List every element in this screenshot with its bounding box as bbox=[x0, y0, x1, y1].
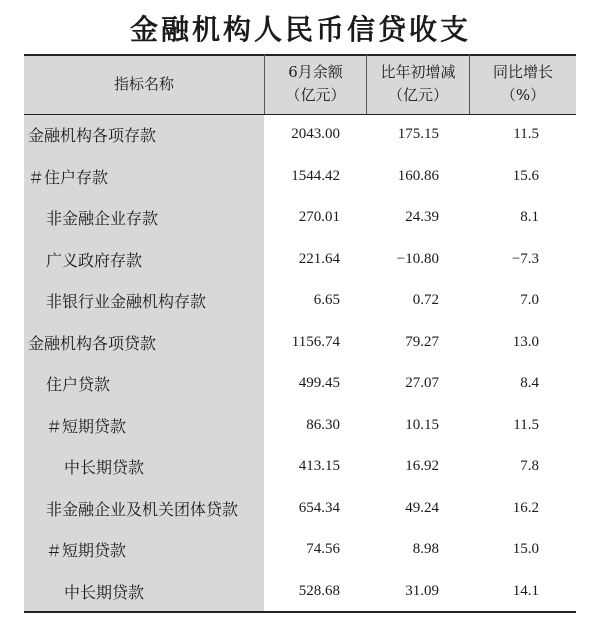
row-change: 31.09 bbox=[405, 582, 439, 599]
row-change: 0.72 bbox=[412, 292, 439, 309]
table-row bbox=[24, 114, 576, 156]
header-growth bbox=[470, 54, 576, 114]
row-growth: 7.8 bbox=[520, 458, 539, 475]
row-change: 24.39 bbox=[405, 209, 439, 226]
row-name: 非金融企业及机关团体贷款 bbox=[46, 499, 239, 519]
header-balance-line1: 6月余额 bbox=[288, 63, 343, 81]
row-growth: 13.0 bbox=[512, 333, 539, 350]
credit-table bbox=[24, 54, 576, 612]
row-name: 非银行业金融机构存款 bbox=[46, 292, 207, 312]
row-change: 10.15 bbox=[405, 416, 439, 433]
row-name: 金融机构各项存款 bbox=[28, 126, 157, 146]
table-row bbox=[24, 239, 576, 281]
row-balance: 221.64 bbox=[298, 250, 340, 267]
header-change-line2: （亿元） bbox=[387, 86, 448, 104]
row-name: ＃住户存款 bbox=[28, 167, 109, 187]
row-growth: 15.0 bbox=[512, 541, 539, 558]
row-change: 160.86 bbox=[397, 167, 439, 184]
row-growth: 16.2 bbox=[512, 499, 539, 516]
table-row bbox=[24, 405, 576, 447]
row-name: ＃短期贷款 bbox=[46, 541, 127, 561]
row-growth: 11.5 bbox=[513, 416, 539, 433]
header-growth-line2: （%） bbox=[500, 86, 546, 104]
table-row bbox=[24, 322, 576, 364]
row-balance: 499.45 bbox=[298, 375, 340, 392]
row-balance: 270.01 bbox=[298, 209, 340, 226]
row-growth: 8.4 bbox=[520, 375, 539, 392]
header-change bbox=[367, 54, 469, 114]
row-change: 8.98 bbox=[412, 541, 439, 558]
row-growth: 8.1 bbox=[520, 209, 539, 226]
row-change: 79.27 bbox=[405, 333, 439, 350]
header-change-line1: 比年初增减 bbox=[380, 63, 456, 81]
header-balance bbox=[265, 54, 366, 114]
row-name: ＃短期贷款 bbox=[46, 416, 127, 436]
table-row bbox=[24, 197, 576, 239]
row-change: 49.24 bbox=[405, 499, 439, 516]
row-balance: 413.15 bbox=[298, 458, 340, 475]
table-row bbox=[24, 156, 576, 198]
row-name: 中长期贷款 bbox=[64, 458, 145, 478]
row-balance: 74.56 bbox=[306, 541, 340, 558]
row-change: 16.92 bbox=[405, 458, 439, 475]
row-change: −10.80 bbox=[396, 250, 439, 267]
row-growth: 11.5 bbox=[513, 126, 539, 143]
row-change: 175.15 bbox=[397, 126, 439, 143]
row-balance: 654.34 bbox=[298, 499, 340, 516]
row-balance: 6.65 bbox=[313, 292, 340, 309]
row-growth: 7.0 bbox=[520, 292, 539, 309]
row-balance: 2043.00 bbox=[291, 126, 340, 143]
row-growth: −7.3 bbox=[511, 250, 539, 267]
row-balance: 86.30 bbox=[306, 416, 340, 433]
header-growth-line1: 同比增长 bbox=[492, 63, 553, 81]
header-name-text: 指标名称 bbox=[113, 74, 174, 93]
header-indicator-name bbox=[24, 54, 264, 114]
row-change: 27.07 bbox=[405, 375, 439, 392]
row-balance: 1544.42 bbox=[291, 167, 340, 184]
table-row bbox=[24, 446, 576, 488]
page-title: 金融机构人民币信贷收支 bbox=[129, 13, 471, 46]
row-name: 住户贷款 bbox=[46, 375, 111, 395]
header-balance-line2: （亿元） bbox=[285, 86, 346, 104]
table-row bbox=[24, 488, 576, 530]
row-growth: 14.1 bbox=[512, 582, 539, 599]
table-row bbox=[24, 363, 576, 405]
row-balance: 528.68 bbox=[298, 582, 340, 599]
row-name: 非金融企业存款 bbox=[46, 209, 159, 229]
table-row bbox=[24, 571, 576, 613]
row-name: 广义政府存款 bbox=[46, 250, 143, 270]
row-growth: 15.6 bbox=[512, 167, 539, 184]
row-name: 中长期贷款 bbox=[64, 582, 145, 602]
row-name: 金融机构各项贷款 bbox=[28, 333, 157, 353]
table-row bbox=[24, 280, 576, 322]
row-balance: 1156.74 bbox=[291, 333, 340, 350]
table-row bbox=[24, 529, 576, 571]
